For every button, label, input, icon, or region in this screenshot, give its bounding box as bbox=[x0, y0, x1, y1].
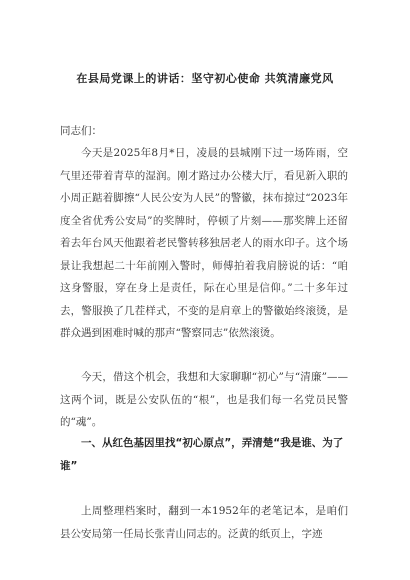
paragraph-2: 今天，借这个机会，我想和大家聊聊“初心”与“清廉”——这两个词，既是公安队伍的“根”，也是我们每一名党员民警的“魂”。 bbox=[60, 371, 348, 428]
paragraph-1: 今天是2025年8月*日，凌晨的县城刚下过一场阵雨，空气里还带着青草的湿润。刚才路过办公楼大厅，看见新入职的小周正踮着脚擦“人民公安为人民”的警徽，抹布掠过“2023年度全省优秀公安局”的奖牌时，停顿了片刻——那奖牌上还留着去年台风天他跟着老民警转移独居老人的雨水印子。这个场景让我想起二十年前刚入警时，师傅拍着我肩膀说的话：“咱这身警服，穿在身上是责任，际在心里是信仰。”二十多年过去，警服换了几茬样式，不变的是肩章上的警徽始终滚烫，是群众遇到困难时喊的那声“警察同志”依然滚烫。 bbox=[60, 147, 348, 339]
document-title: 在县局党课上的讲话：坚守初心使命 共筑清廉党风 bbox=[76, 72, 334, 85]
salutation: 同志们： bbox=[60, 125, 102, 137]
section-heading: 一、从红色基因里找“初心原点”，弄清楚“我是谁、为了谁” bbox=[60, 437, 344, 472]
section-paragraph: 上周整理档案时，翻到一本1952年的老笔记本，是咱们县公安局第一任局长张青山同志的。泛黄的纸页上，字迹 bbox=[60, 505, 348, 540]
